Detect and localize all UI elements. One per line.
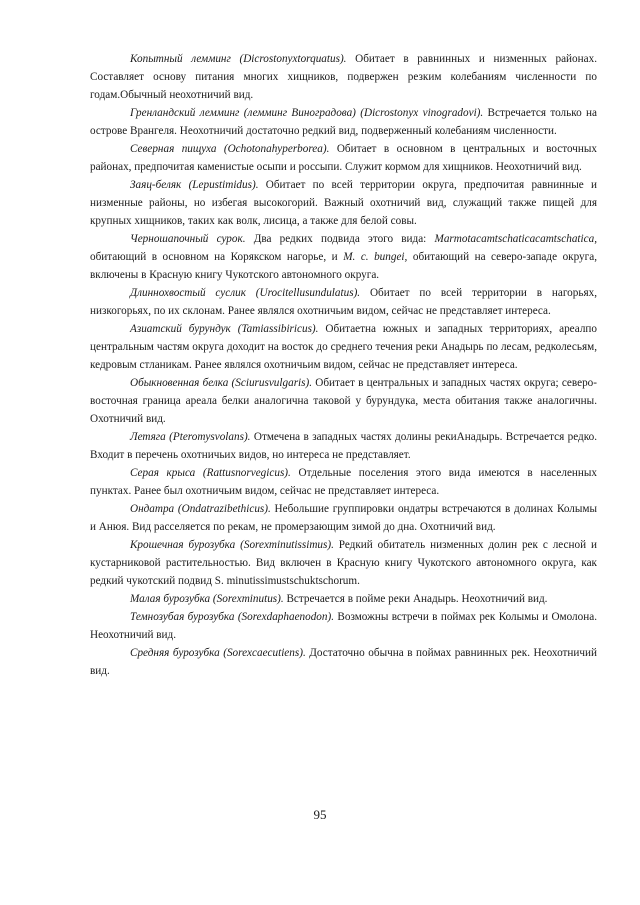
species-name: Копытный лемминг (Dicrostonyxtorquatus). [130, 53, 347, 65]
species-description: Отмечена в западных частях долины рекиАнадырь. Встречается редко. Входит в перечень охотничьих видов, но интереса не представляет. [90, 431, 597, 461]
species-name: Гренландский лемминг (лемминг Виноградова) (Dicrostonyx vinogradovi). [130, 107, 484, 119]
species-name: Серая крыса (Rattusnorvegicus). [130, 467, 291, 479]
species-description: Возможны встречи в поймах рек Колымы и Омолона. Неохотничий вид. [90, 611, 597, 641]
species-entry [90, 608, 597, 644]
species-entry [90, 284, 597, 320]
species-description: Два редких подвида этого вида: [245, 233, 435, 245]
species-name: Ондатра (Ondatrazibethicus). [130, 503, 271, 515]
species-name: Северная пищуха (Ochotonahyperborea). [130, 143, 330, 155]
species-entry [90, 140, 597, 176]
species-entry [90, 374, 597, 428]
species-entry [90, 428, 597, 464]
species-description: обитающий в основном на Корякском нагорье, и [90, 251, 344, 263]
subspecies-name: Marmotacamtschaticacamtschatica, [434, 233, 597, 245]
species-name: Длиннохвостый суслик (Urocitellusundulatus). [130, 287, 361, 299]
species-name: Летяга (Pteromysvolans). [130, 431, 251, 443]
species-name: Азиатский бурундук (Tamiassibiricus). [130, 323, 319, 335]
page-number: 95 [313, 807, 327, 822]
species-entry [90, 176, 597, 230]
species-description: обитающий на северо-западе округа, включены в Красную книгу Чукотского автономного округа. [90, 251, 597, 281]
species-description: Встречается только на острове Врангеля. Неохотничий достаточно редкий вид, подверженный колебаниям численности. [90, 107, 597, 137]
species-name: Малая бурозубка (Sorexminutus). [130, 593, 284, 605]
species-entry [90, 590, 597, 608]
species-name: Черношапочный сурок. [130, 233, 246, 245]
species-name: Крошечная бурозубка (Sorexminutissimus). [130, 539, 334, 551]
species-name: Заяц-беляк (Lepustimidus). [130, 179, 259, 191]
species-description: Обитает в основном в центральных и восточных районах, предпочитая каменистые осыпи и россыпи. Служит кормом для хищников. Неохотничий вид. [90, 143, 597, 173]
species-entry [90, 500, 597, 536]
species-entry [90, 536, 597, 590]
species-description: Обитает в равнинных и низменных районах. Составляет основу питания многих хищников, подвержен резким колебаниям численности по годам.Обычный неохотничий вид. [90, 53, 597, 101]
species-description: Обитает в центральных и западных частях округа; северо-восточная граница ареала белки аналогична таковой у бурундука, места обитания также аналогичны. Охотничий вид. [90, 377, 597, 425]
species-description: Редкий обитатель низменных долин рек с лесной и кустарниковой растительностью. Вид включен в Красную книгу Чукотского автономного округа, как редкий чукотский подвид S. minutissimustschuktschorum. [90, 539, 597, 587]
species-entry [90, 230, 597, 284]
subspecies-name: M. c. bungei, [343, 251, 408, 263]
species-entry [90, 104, 597, 140]
species-name: Обыкновенная белка (Sciurusvulgaris). [130, 377, 313, 389]
species-entry [90, 644, 597, 680]
species-description: Обитает по всей территории округа, предпочитая равнинные и низменные районы, но избегая высокогорий. Важный охотничий вид, служащий также пищей для крупных хищников, таких как волк, лисица, а также для белой совы. [90, 179, 598, 227]
species-description: Небольшие группировки ондатры встречаются в долинах Колымы и Анюя. Вид расселяется по рекам, не промерзающим зимой до дна. Охотничий вид. [90, 503, 598, 533]
species-description: Встречается в пойме реки Анадырь. Неохотничий вид. [283, 593, 548, 605]
species-description: Обитает по всей территории в нагорьях, низкогорьях, по их склонам. Ранее являлся охотничьим видом, сейчас не представляет интереса. [90, 287, 597, 317]
species-description: Отдельные поселения этого вида имеются в населенных пунктах. Ранее был охотничьим видом, сейчас не представляет интереса. [90, 467, 597, 497]
document-page [90, 50, 597, 680]
species-entry [90, 320, 597, 374]
species-description: Достаточно обычна в поймах равнинных рек. Неохотничий вид. [90, 647, 597, 677]
species-name: Темнозубая бурозубка (Sorexdaphaenodon). [130, 611, 335, 623]
species-entry [90, 50, 597, 104]
species-name: Средняя бурозубка (Sorexcaecutiens). [130, 647, 306, 659]
species-entry [90, 464, 597, 500]
species-description: Обитаетна южных и западных территориях, ареалпо центральным частям округа доходит на восток до среднего течения реки Анадырь по лесам, редколесьям, кедровым стланикам. Ранее являлся охотничьим видом, сейчас не представляет интереса. [90, 323, 597, 371]
